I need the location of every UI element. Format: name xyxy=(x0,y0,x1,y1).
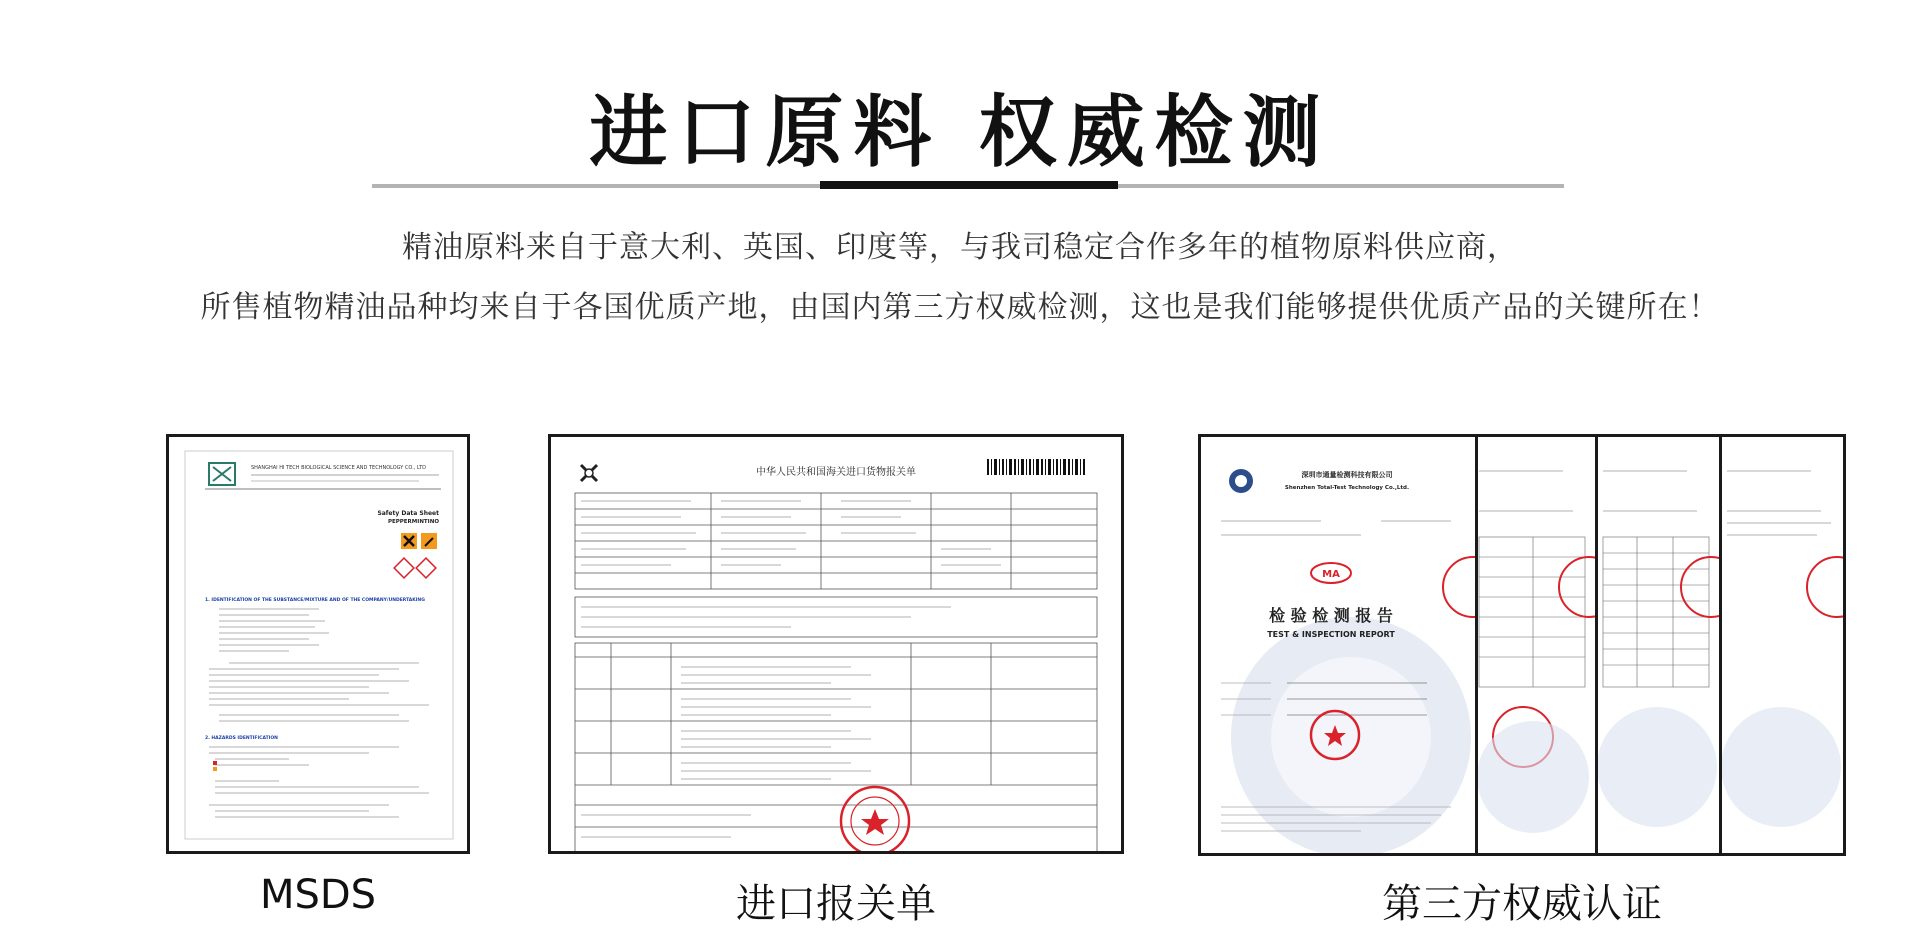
barcode xyxy=(987,459,1085,475)
report-page-2 xyxy=(1470,434,1598,856)
customs-emblem-icon xyxy=(581,465,597,481)
msds-section-2: 2. HAZARDS IDENTIFICATION xyxy=(205,736,278,741)
msds-document-image xyxy=(166,434,470,854)
lab-name: 深圳市通量检测科技有限公司 xyxy=(1301,471,1393,479)
msds-company: SHANGHAI HI TECH BIOLOGICAL SCIENCE AND TECHNOLOGY CO., LTD xyxy=(251,465,426,471)
cma-mark-icon xyxy=(1311,563,1351,583)
report-page-4 xyxy=(1718,434,1846,856)
title-divider-accent xyxy=(820,181,1118,189)
customs-declaration-image xyxy=(548,434,1124,854)
lab-name-en: Shenzhen Total-Test Technology Co.,Ltd. xyxy=(1284,485,1410,491)
msds-caption: MSDS xyxy=(259,872,377,918)
intro-line-2: 所售植物精油品种均来自于各国优质产地，由国内第三方权威检测，这也是我们能够提供优质产品的关键所在！ xyxy=(200,290,1720,325)
customs-seal-icon xyxy=(841,787,909,851)
msds-doc-subtitle: PEPPERMINTINO xyxy=(387,519,439,525)
lab-logo-icon xyxy=(1229,469,1253,493)
svg-text:MA: MA xyxy=(1322,569,1340,580)
customs-doc-title: 中华人民共和国海关进口货物报关单 xyxy=(756,467,916,478)
page-title: 进口原料 权威检测 xyxy=(589,88,1331,178)
report-title-en: TEST & INSPECTION REPORT xyxy=(1267,630,1395,639)
report-page-3 xyxy=(1594,434,1722,856)
intro-line-1: 精油原料来自于意大利、英国、印度等，与我司稳定合作多年的植物原料供应商， xyxy=(402,230,1518,265)
certification-caption: 第三方权威认证 xyxy=(1382,881,1662,927)
msds-section-1: 1. IDENTIFICATION OF THE SUBSTANCE/MIXTURE AND OF THE COMPANY/UNDERTAKING xyxy=(205,598,425,603)
msds-doc-title: Safety Data Sheet xyxy=(377,510,439,517)
customs-caption: 进口报关单 xyxy=(736,881,936,927)
inspection-report-image xyxy=(1198,434,1846,856)
report-title: 检 验 检 测 报 告 xyxy=(1269,606,1393,625)
report-page-1 xyxy=(1198,434,1478,856)
